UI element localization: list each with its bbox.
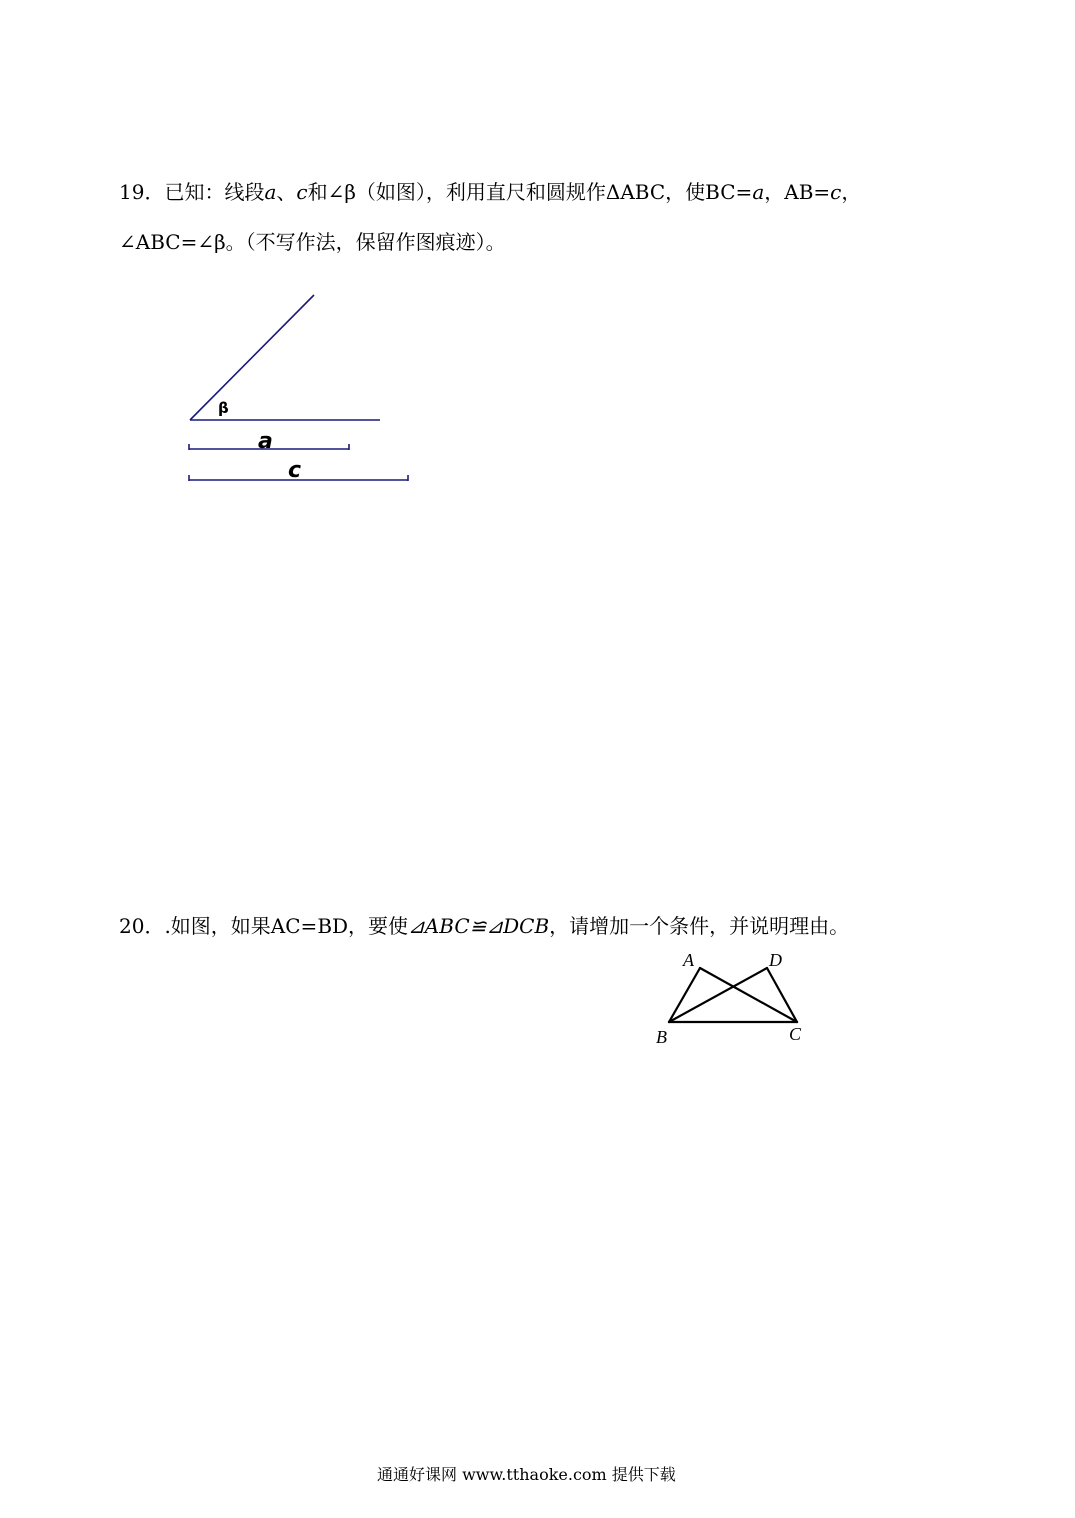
var-a-2: a bbox=[752, 180, 765, 204]
question-20-line-1 bbox=[119, 912, 849, 940]
var-c-2: c bbox=[830, 180, 842, 204]
q19-text-2: 、 bbox=[276, 180, 297, 204]
q19-text-1: 已知：线段 bbox=[164, 180, 265, 204]
angle-and-segments-figure bbox=[180, 285, 420, 495]
var-a: a bbox=[264, 180, 277, 204]
q20-text-1: .如图，如果AC=BD，要使 bbox=[164, 914, 409, 938]
segment-a-label: a bbox=[258, 429, 273, 454]
q19-text-3: 和∠β（如图），利用直尺和圆规作ΔABC，使BC= bbox=[307, 180, 753, 204]
angle-ray-upper bbox=[190, 295, 314, 420]
q20-text-2: ，请增加一个条件，并说明理由。 bbox=[549, 914, 850, 938]
page-footer: 通通好课网 www.tthaoke.com 提供下载 bbox=[377, 1465, 676, 1484]
point-D-label: D bbox=[769, 950, 782, 970]
angle-beta-label: β bbox=[218, 399, 229, 417]
question-19-line-1 bbox=[119, 178, 861, 206]
segment-c-label: c bbox=[288, 458, 302, 483]
point-A-label: A bbox=[683, 950, 694, 970]
var-c: c bbox=[296, 180, 308, 204]
point-C-label: C bbox=[789, 1024, 802, 1044]
q19-text-5: ， bbox=[841, 180, 862, 204]
question-20-number: 20． bbox=[119, 914, 165, 938]
figure-19-lines bbox=[189, 295, 408, 481]
quadrilateral-figure bbox=[645, 945, 820, 1050]
q19-text-4: ，AB= bbox=[764, 180, 831, 204]
question-19-number: 19． bbox=[119, 180, 165, 204]
congruence-expression: ⊿ABC≌⊿DCB bbox=[408, 914, 550, 938]
question-19-line-2: ∠ABC=∠β。（不写作法，保留作图痕迹）。 bbox=[119, 230, 506, 254]
figure-20-lines bbox=[669, 968, 797, 1022]
point-B-label: B bbox=[656, 1027, 667, 1047]
